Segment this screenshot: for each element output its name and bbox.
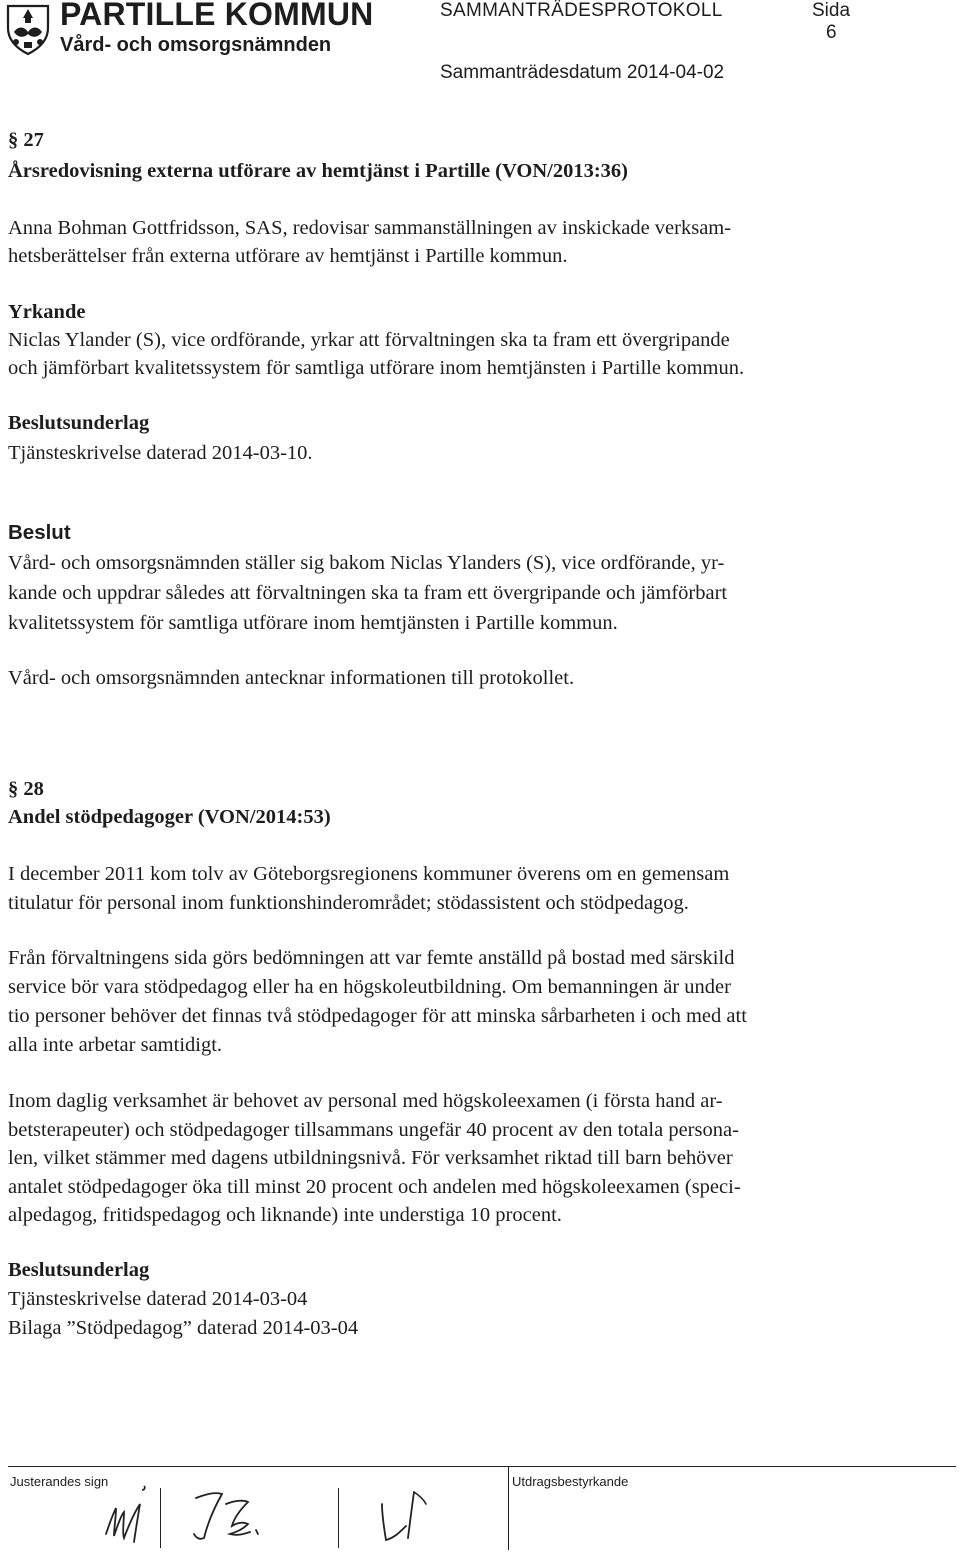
page-number: 6 bbox=[826, 22, 837, 43]
initials-signature-1 bbox=[100, 1482, 156, 1548]
section-28-paragraph-line: Från förvaltningens sida görs bedömningen att var femte anställd på bostad med särskild bbox=[8, 947, 735, 969]
utdragsbestyrkande-label: Utdragsbestyrkande bbox=[512, 1474, 629, 1489]
section-28-paragraph-line: antalet stödpedagoger öka till minst 20 procent och andelen med högskoleexamen (speci- bbox=[8, 1176, 741, 1198]
section-28-underlag-heading: Beslutsunderlag bbox=[8, 1259, 150, 1281]
section-27-intro-line: hetsberättelser från externa utförare av hemtjänst i Partille kommun. bbox=[8, 245, 568, 267]
section-27-number: § 27 bbox=[8, 129, 44, 151]
section-28-paragraph-line: service bör vara stödpedagog eller ha en högskoleutbildning. Om bemanningen är under bbox=[8, 976, 731, 998]
section-28-paragraph-line: I december 2011 kom tolv av Göteborgsregionens kommuner överens om en gemensam bbox=[8, 863, 730, 885]
board-name: Vård- och omsorgsnämnden bbox=[60, 34, 332, 56]
page-label: Sida bbox=[812, 0, 851, 21]
section-27-underlag-heading: Beslutsunderlag bbox=[8, 412, 150, 434]
section-28-paragraph-line: len, vilket stämmer med dagens utbildningsnivå. För verksamhet riktad till barn behöver bbox=[8, 1147, 733, 1169]
section-28-paragraph-line: alpedagog, fritidspedagog och liknande) inte understiga 10 procent. bbox=[8, 1204, 562, 1226]
section-27-yrkande-line: och jämförbart kvalitetssystem för samtliga utförare inom hemtjänsten i Partille kommun. bbox=[8, 357, 745, 379]
section-27-beslut-line: kande och uppdrar således att förvaltningen ska ta fram ett övergripande och jämförbart bbox=[8, 582, 728, 604]
section-27-beslut-heading: Beslut bbox=[8, 521, 71, 544]
section-28-paragraph-line: titulatur för personal inom funktionshinderområdet; stödassistent och stödpedagog. bbox=[8, 892, 689, 914]
justerandes-sign-label: Justerandes sign bbox=[10, 1474, 109, 1489]
section-28-paragraph-line: Inom daglig verksamhet är behovet av personal med högskoleexamen (i första hand ar- bbox=[8, 1090, 723, 1112]
section-28-paragraph-line: alla inte arbetar samtidigt. bbox=[8, 1034, 223, 1056]
signature-divider bbox=[508, 1466, 509, 1550]
section-28-underlag-line: Bilaga ”Stödpedagog” daterad 2014-03-04 bbox=[8, 1317, 359, 1339]
section-28-paragraph-line: betsterapeuter) och stödpedagoger tillsammans ungefär 40 procent av den totala persona- bbox=[8, 1119, 739, 1141]
footer-divider bbox=[8, 1466, 956, 1467]
section-27-beslut-line: kvalitetssystem för samtliga utförare inom hemtjänsten i Partille kommun. bbox=[8, 612, 618, 634]
initials-signature-2 bbox=[178, 1482, 268, 1548]
section-28-underlag-line: Tjänsteskrivelse daterad 2014-03-04 bbox=[8, 1288, 308, 1310]
organization-name: PARTILLE KOMMUN bbox=[60, 0, 374, 32]
signature-divider bbox=[338, 1488, 339, 1548]
section-28-number: § 28 bbox=[8, 778, 44, 800]
section-27-yrkande-heading: Yrkande bbox=[8, 301, 86, 323]
section-27-underlag-line: Tjänsteskrivelse daterad 2014-03-10. bbox=[8, 442, 313, 464]
initials-signature-3 bbox=[372, 1482, 442, 1548]
section-27-intro-line: Anna Bohman Gottfridsson, SAS, redovisar sammanställningen av inskickade verksam- bbox=[8, 217, 732, 239]
meeting-date: Sammanträdesdatum 2014-04-02 bbox=[440, 62, 725, 83]
section-28-title: Andel stödpedagoger (VON/2014:53) bbox=[8, 806, 331, 828]
signature-divider bbox=[160, 1488, 161, 1548]
section-27-beslut-note: Vård- och omsorgsnämnden antecknar informationen till protokollet. bbox=[8, 667, 575, 689]
section-28-paragraph-line: tio personer behöver det finnas två stödpedagoger för att minska sårbarheten i och med att bbox=[8, 1005, 747, 1027]
section-27-beslut-line: Vård- och omsorgsnämnden ställer sig bakom Niclas Ylanders (S), vice ordförande, yr- bbox=[8, 552, 725, 574]
section-27-yrkande-line: Niclas Ylander (S), vice ordförande, yrkar att förvaltningen ska ta fram ett övergripande bbox=[8, 329, 730, 351]
municipal-coat-of-arms-icon bbox=[2, 2, 54, 58]
protocol-type: SAMMANTRÄDESPROTOKOLL bbox=[440, 0, 723, 21]
section-27-title: Årsredovisning externa utförare av hemtjänst i Partille (VON/2013:36) bbox=[8, 160, 628, 182]
